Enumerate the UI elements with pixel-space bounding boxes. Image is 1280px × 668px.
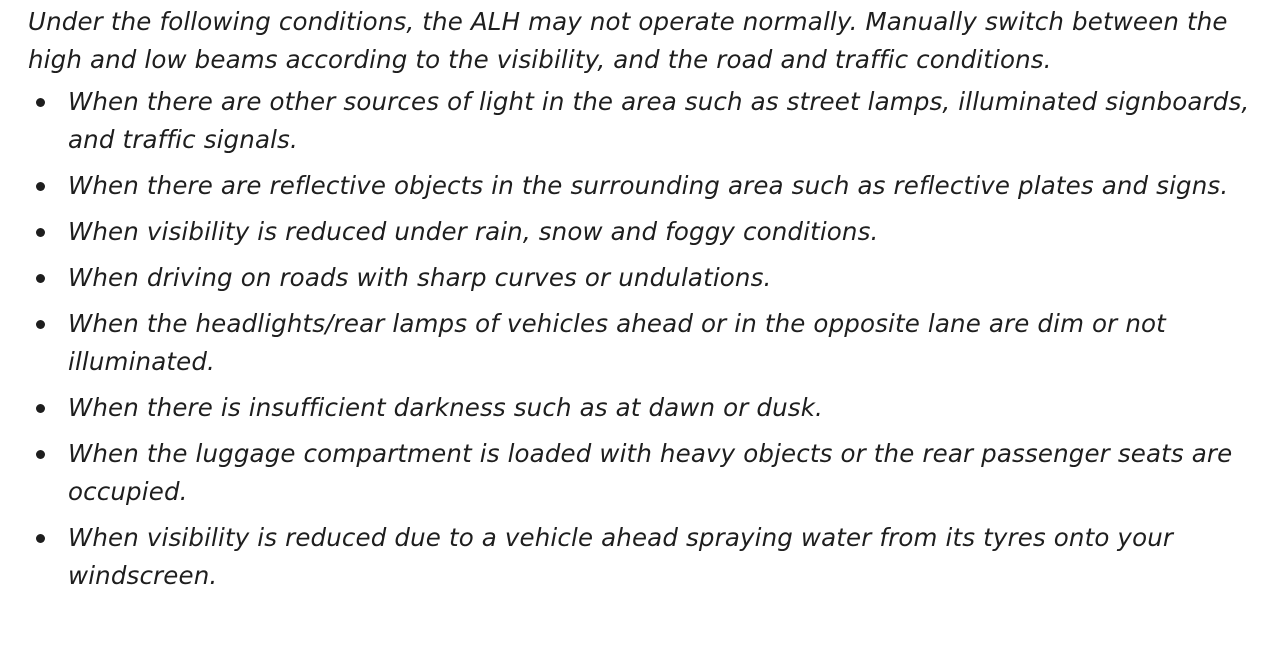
bullet-icon: [36, 274, 45, 283]
bullet-icon: [36, 228, 45, 237]
intro-paragraph: Under the following conditions, the ALH may not operate normally. Manually switch between the high and low beams according to the visibility, and the road and traffic conditions.: [28, 7, 1228, 74]
list-item: [28, 83, 1256, 159]
bullet-icon: [36, 320, 45, 329]
bullet-icon: [36, 534, 45, 543]
list-item: [28, 435, 1256, 511]
bullet-icon: [36, 404, 45, 413]
list-item-text: When the luggage compartment is loaded with heavy objects or the rear passenger seats are occupied.: [68, 439, 1233, 506]
bullet-icon: [36, 98, 45, 107]
bullet-icon: [36, 450, 45, 459]
conditions-list: [28, 83, 1256, 595]
list-item: [28, 389, 1256, 427]
list-item-text: When visibility is reduced under rain, snow and foggy conditions.: [68, 217, 879, 246]
bullet-icon: [36, 182, 45, 191]
list-item: [28, 259, 1256, 297]
list-item-text: When the headlights/rear lamps of vehicles ahead or in the opposite lane are dim or not illuminated.: [68, 309, 1166, 376]
list-item: [28, 167, 1256, 205]
list-item: [28, 213, 1256, 251]
list-item-text: When visibility is reduced due to a vehicle ahead spraying water from its tyres onto your windscreen.: [68, 523, 1174, 590]
list-item: [28, 305, 1256, 381]
list-item-text: When there is insufficient darkness such as at dawn or dusk.: [68, 393, 823, 422]
list-item-text: When there are other sources of light in the area such as street lamps, illuminated signboards, and traffic signals.: [68, 87, 1250, 154]
list-item-text: When there are reflective objects in the surrounding area such as reflective plates and signs.: [68, 171, 1229, 200]
list-item-text: When driving on roads with sharp curves or undulations.: [68, 263, 772, 292]
list-item: [28, 519, 1256, 595]
